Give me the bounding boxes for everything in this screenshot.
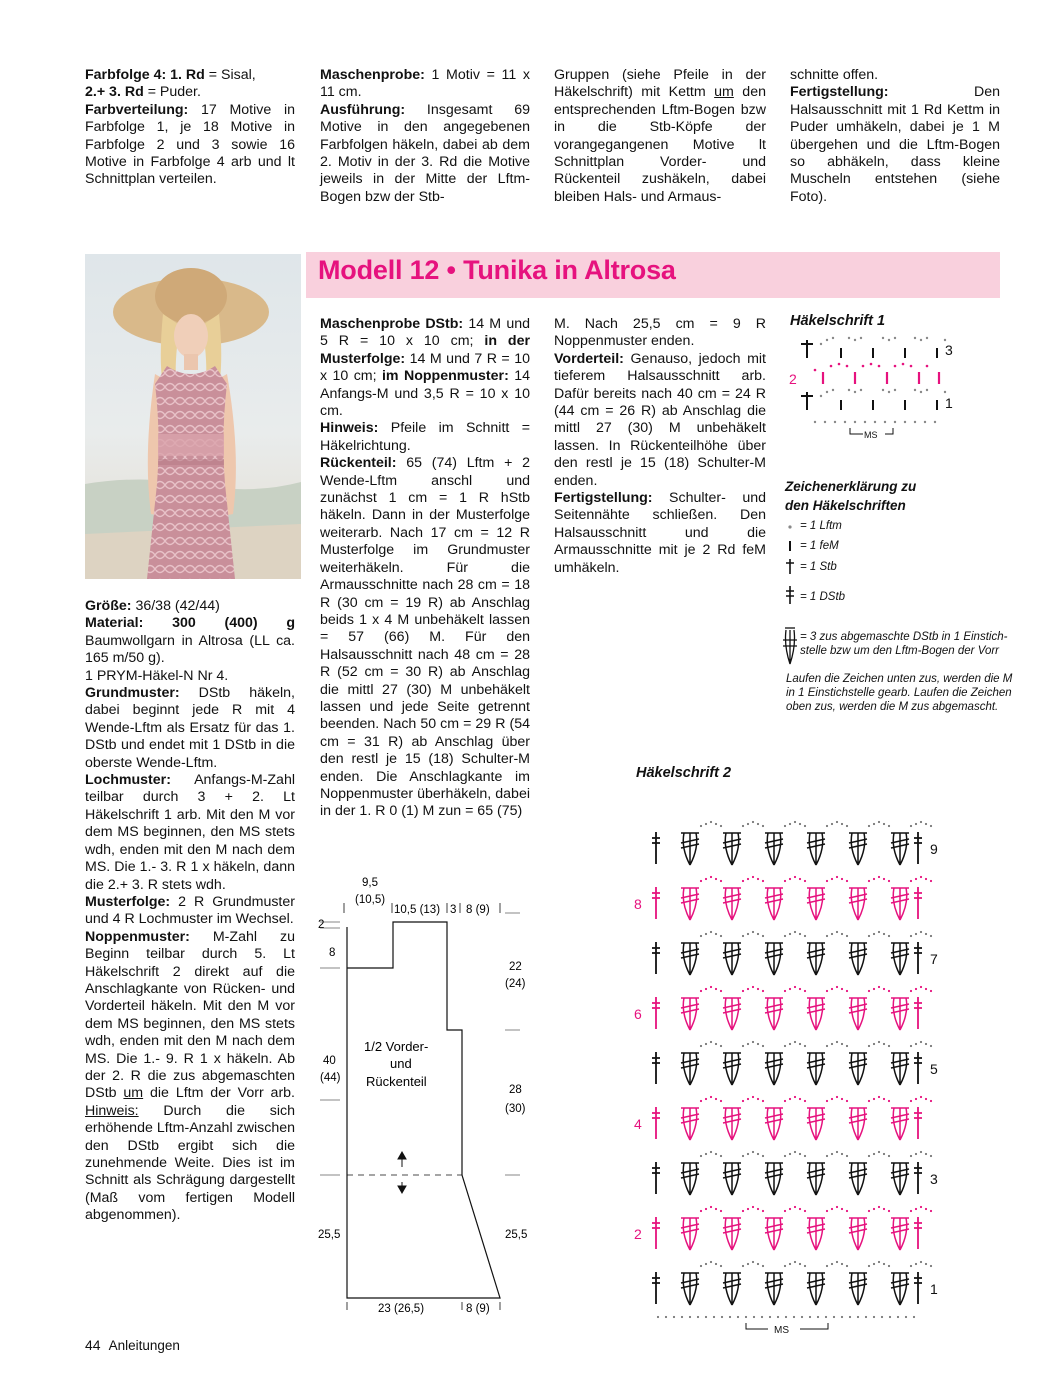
schema-h-arm: 22 <box>509 961 522 973</box>
chart2-row-2: 2 <box>634 1226 642 1242</box>
top-col-3: Gruppen (siehe Pfeile in der Häkelschrift) mit Kettm um den entsprechenden Lftm-Bogen bzw in die Stb-Köpfe der vorangegangenen Motive lt Schnittplan Vorder- und Rückenteil zushäkeln, dabei bleiben Hals- und Armaus- <box>554 67 766 205</box>
schema-h-bottom-l: 25,5 <box>318 1229 341 1241</box>
legend-symbols <box>782 516 802 666</box>
schema-h-bottom-r: 25,5 <box>505 1229 528 1241</box>
chart2-row-4: 4 <box>634 1116 642 1132</box>
schema-w-arm2: 8 (9) <box>466 904 490 916</box>
schema-label-3: Rückenteil <box>366 1074 427 1089</box>
legend-dstb: = 1 DStb <box>800 591 846 603</box>
schema-w-arm: 3 <box>450 904 457 916</box>
chart2-row-3: 3 <box>930 1171 938 1187</box>
left-col: Größe: 36/38 (42/44) Material: 300 (400) g Baumwollgarn in Altrosa (LL ca. 165 m/50 g). 1 PRYM-Häkel-N Nr 4. Grundmuster: DStb häkeln, dabei beginnt jede R mit 4 Wende-Lftm als Ersatz für das 1. DStb und endet mit 1 DStb in die oberste Wende-Lftm. Lochmuster: Anfangs-M-Zahl teilbar durch 3 + 2. Lt Häkelschrift 1 arb. Mit den M vor dem MS beginnen, den MS stets wdh, enden mit den M nach dem MS. Die 1.- 3. R 1 x häkeln, dann die 2.+ 3. R stets wdh. Musterfolge: 2 R Grundmuster und 4 R Lochmuster im Wechsel. Noppenmuster: M-Zahl zu Beginn teilbar durch 5. Lt Häkelschrift 2 direkt auf die Anschlagkante von Rücken- und Vorderteil häkeln. Mit den M vor dem MS beginnen, den MS stets wdh, enden mit den M nach dem MS. Die 1.- 9. R 1 x häkeln. Ab der 2. R die zus abgemaschten DStb um die Lftm der Vorr arb. Hinweis: Durch die sich erhöhende Lftm-Anzahl zwischen den DStb ergibt sich die zunehmende Weite. Dies ist im Schnitt als Schrägung dargestellt (Maß vom fertigen Modell abgenommen). <box>85 598 295 1224</box>
page-title: Modell 12 • Tunika in Altrosa <box>318 255 676 285</box>
chart1-row-1: 1 <box>945 395 953 411</box>
schema-label-2: und <box>390 1056 412 1071</box>
col-3: M. Nach 25,5 cm = 9 R Noppenmuster enden. Vorderteil: Genauso, jedoch mit tieferem Halsausschnitt arb. Dafür bereits nach 40 cm = 24 R (44 cm = 26 R) ab Anschlag die mittl 27 (30) M unbehäkelt lassen. In Rückenteilhöhe über den restl je 15 (18) Schulter-M enden. Fertigstellung: Schulter- und Seitennähte schließen. Den Halsausschnitt und die Armausschnitte mit je 2 Rd feM umhäkeln. <box>554 316 766 576</box>
legend-group: = 3 zus abgemaschte DStb in 1 Einstich- stelle bzw um den Lftm-Bogen der Vorr <box>800 631 1008 657</box>
top-col-2: Maschenprobe: 1 Motiv = 11 x 11 cm. Ausführung: Insgesamt 69 Motive in den angegebenen Farbfolgen häkeln, dabei ab dem 2. Motiv in der 3. Rd die Motive jeweils in der Mitte der Lftm-Bogen bzw der Stb- <box>320 67 530 205</box>
schema-h-right2: (30) <box>505 1103 526 1115</box>
schema-h-right: 28 <box>509 1084 522 1096</box>
legend-fem: = 1 feM <box>800 540 839 552</box>
chart2-ms: MS <box>774 1325 789 1336</box>
top-col-4: schnitte offen. Fertigstellung: Den Halsausschnitt mit 1 Rd Kettm in Puder umhäkeln, dabei je 1 M übergehen und die Lftm-Bogen so abhäkeln, dass kleine Muscheln entstehen (siehe Foto). <box>790 67 1000 205</box>
chart2-row-8: 8 <box>634 896 642 912</box>
section-name: Anleitungen <box>108 1338 180 1353</box>
chart2-row-9: 9 <box>930 841 938 857</box>
legend-stb: = 1 Stb <box>800 561 837 573</box>
chart2-row-6: 6 <box>634 1006 642 1022</box>
chart2-diagram <box>628 790 950 1336</box>
chart1-row-3: 3 <box>945 342 953 358</box>
chart2-title: Häkelschrift 2 <box>636 765 732 781</box>
schema-w-shoulder: 10,5 (13) <box>394 904 441 916</box>
pattern-schema <box>310 870 540 1320</box>
page-footer <box>85 1337 180 1353</box>
schema-h-arm2: (24) <box>505 978 526 990</box>
top-col-1: Farbfolge 4: 1. Rd = Sisal, 2.+ 3. Rd = Puder. Farbverteilung: 17 Motive in Farbfolge 1, je 18 Motive in Farbfolge 2 und 3 sowie 16 Motive in Farbfolge 4 arb und lt Schnittplan verteilen. <box>85 67 295 188</box>
schema-w-bottom: 23 (26,5) <box>378 1303 425 1315</box>
chart2-row-7: 7 <box>930 951 938 967</box>
schema-h-left2: (44) <box>320 1072 341 1084</box>
schema-w-bottom2: 8 (9) <box>466 1303 490 1315</box>
model-photo <box>85 254 301 579</box>
schema-h-left: 40 <box>323 1055 336 1067</box>
schema-w-neck-top: 9,5 <box>362 877 378 889</box>
schema-w-neck-top2: (10,5) <box>355 894 386 906</box>
schema-label-1: 1/2 Vorder- <box>364 1039 429 1054</box>
legend-note: Laufen die Zeichen unten zus, werden die M in 1 Einstichstelle gearb. Laufen die Zeichen oben zus, werden die M zus abgemascht. <box>786 673 1013 713</box>
chart1-title: Häkelschrift 1 <box>790 313 886 329</box>
legend-title: Zeichenerklärung zu den Häkelschriften <box>785 479 917 513</box>
chart1-diagram <box>785 330 975 450</box>
chart1-row-2: 2 <box>789 371 797 387</box>
chart1-ms: MS <box>864 430 878 440</box>
chart2-row-1: 1 <box>930 1281 938 1297</box>
chart2-row-5: 5 <box>930 1061 938 1077</box>
mid-col: Maschenprobe DStb: 14 M und 5 R = 10 x 10 cm; in der Musterfolge: 14 M und 7 R = 10 x 10 cm; im Noppenmuster: 14 Anfangs-M und 3,5 R = 10 x 10 cm. Hinweis: Pfeile im Schnitt = Häkelrichtung. Rückenteil: 65 (74) Lftm + 2 Wende-Lftm anschl und zunächst 1 cm = 1 R hStb häkeln. Dann in der Musterfolge weiterarb. Nach 17 cm = 12 R Musterfolge im Grundmuster weiterhäkeln. Für die Armausschnitte nach 28 cm = 18 R (30 cm = 19 R) ab Anschlag beids 1 x 4 M unbehäkelt lassen = 57 (66) M. Für den Halsausschnitt nach 48 cm = 28 R (52 cm = 30 R) ab Anschlag die mittl 27 (30) M unbehäkelt lassen und jede Seite getrennt beenden. Nach 50 cm = 29 R (54 cm = 31 R) ab Anschlag über den restl je 15 (18) Schulter-M enden. Die Anschlagkante im Noppenmuster überhäkeln, dabei in der 1. R 0 (1) M zun = 65 (75) <box>320 316 530 820</box>
page-number: 44 <box>85 1337 101 1353</box>
schema-h-neck2: 8 <box>329 947 336 959</box>
legend-lftm: = 1 Lftm <box>800 520 842 532</box>
schema-h-neck: 2 <box>318 919 325 931</box>
